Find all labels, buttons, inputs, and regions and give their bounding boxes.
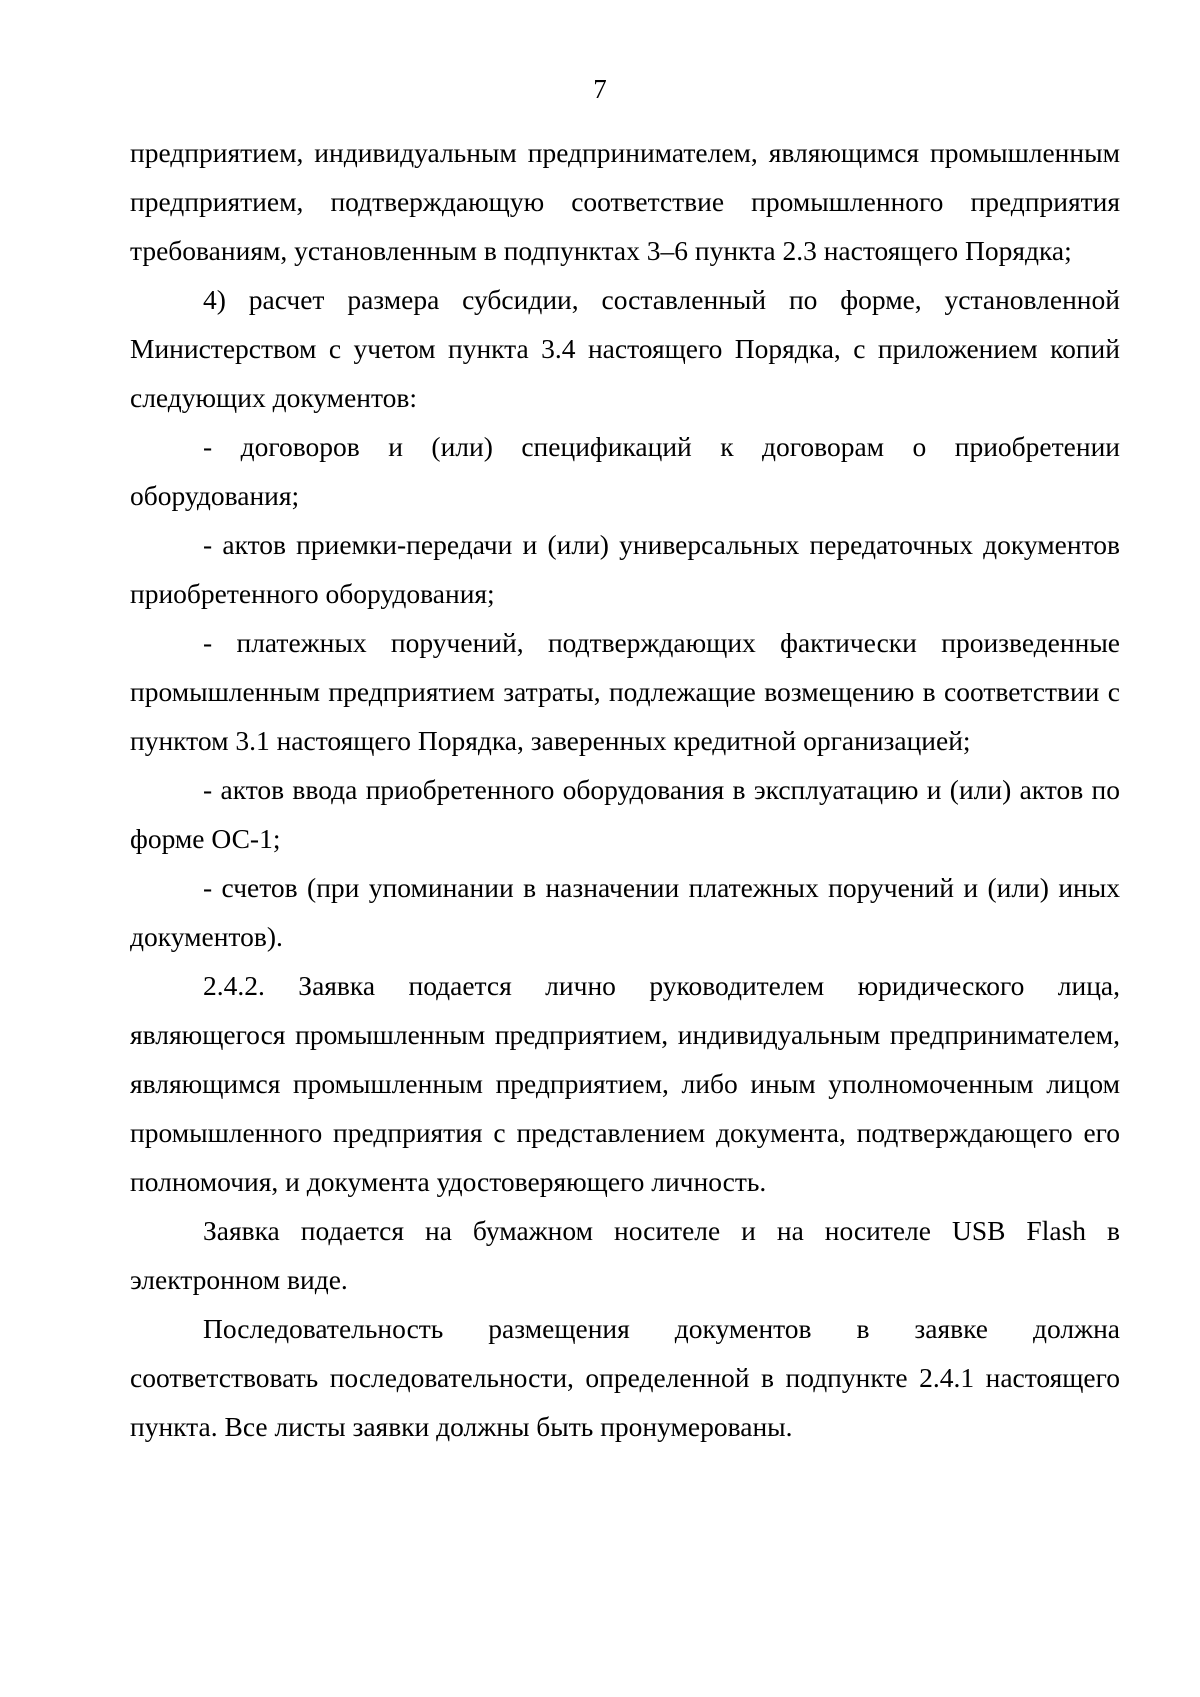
paragraph-subsidy-calculation: 4) расчет размера субсидии, составленный по форме, установленной Министерством с учетом пункта 3.4 настоящего Порядка, с приложением копий следующих документов: <box>130 284 1120 413</box>
list-item-payment-orders: - платежных поручений, подтверждающих фактически произведенные промышленным предприятием затраты, подлежащие возмещению в соответствии с пунктом 3.1 настоящего Порядка, заверенных кредитной организацией; <box>130 627 1120 756</box>
list-item-invoices: - счетов (при упоминании в назначении платежных поручений и (или) иных документов). <box>130 872 1120 952</box>
paragraph-2-4-2: 2.4.2. Заявка подается лично руководителем юридического лица, являющегося промышленным предприятием, индивидуальным предпринимателем, являющимся промышленным предприятием, либо иным уполномоченным лицом промышленного предприятия с представлением документа, подтверждающего его полномочия, и документа удостоверяющего личность. <box>130 970 1120 1197</box>
list-item-contracts: - договоров и (или) спецификаций к договорам о приобретении оборудования; <box>130 431 1120 511</box>
list-item-acceptance-acts: - актов приемки-передачи и (или) универсальных передаточных документов приобретенного оборудования; <box>130 529 1120 609</box>
list-item-commissioning-acts: - актов ввода приобретенного оборудования в эксплуатацию и (или) актов по форме ОС-1; <box>130 774 1120 854</box>
paragraph-document-order: Последовательность размещения документов в заявке должна соответствовать последовательности, определенной в подпункте 2.4.1 настоящего пункта. Все листы заявки должны быть пронумерованы. <box>130 1313 1120 1442</box>
paragraph-submission-format: Заявка подается на бумажном носителе и на носителе USB Flash в электронном виде. <box>130 1215 1120 1295</box>
document-body <box>130 128 1120 1451</box>
page-number: 7 <box>593 74 607 104</box>
paragraph-continuation: предприятием, индивидуальным предпринимателем, являющимся промышленным предприятием, подтверждающую соответствие промышленного предприятия требованиям, установленным в подпунктах 3–6 пункта 2.3 настоящего Порядка; <box>130 137 1120 266</box>
